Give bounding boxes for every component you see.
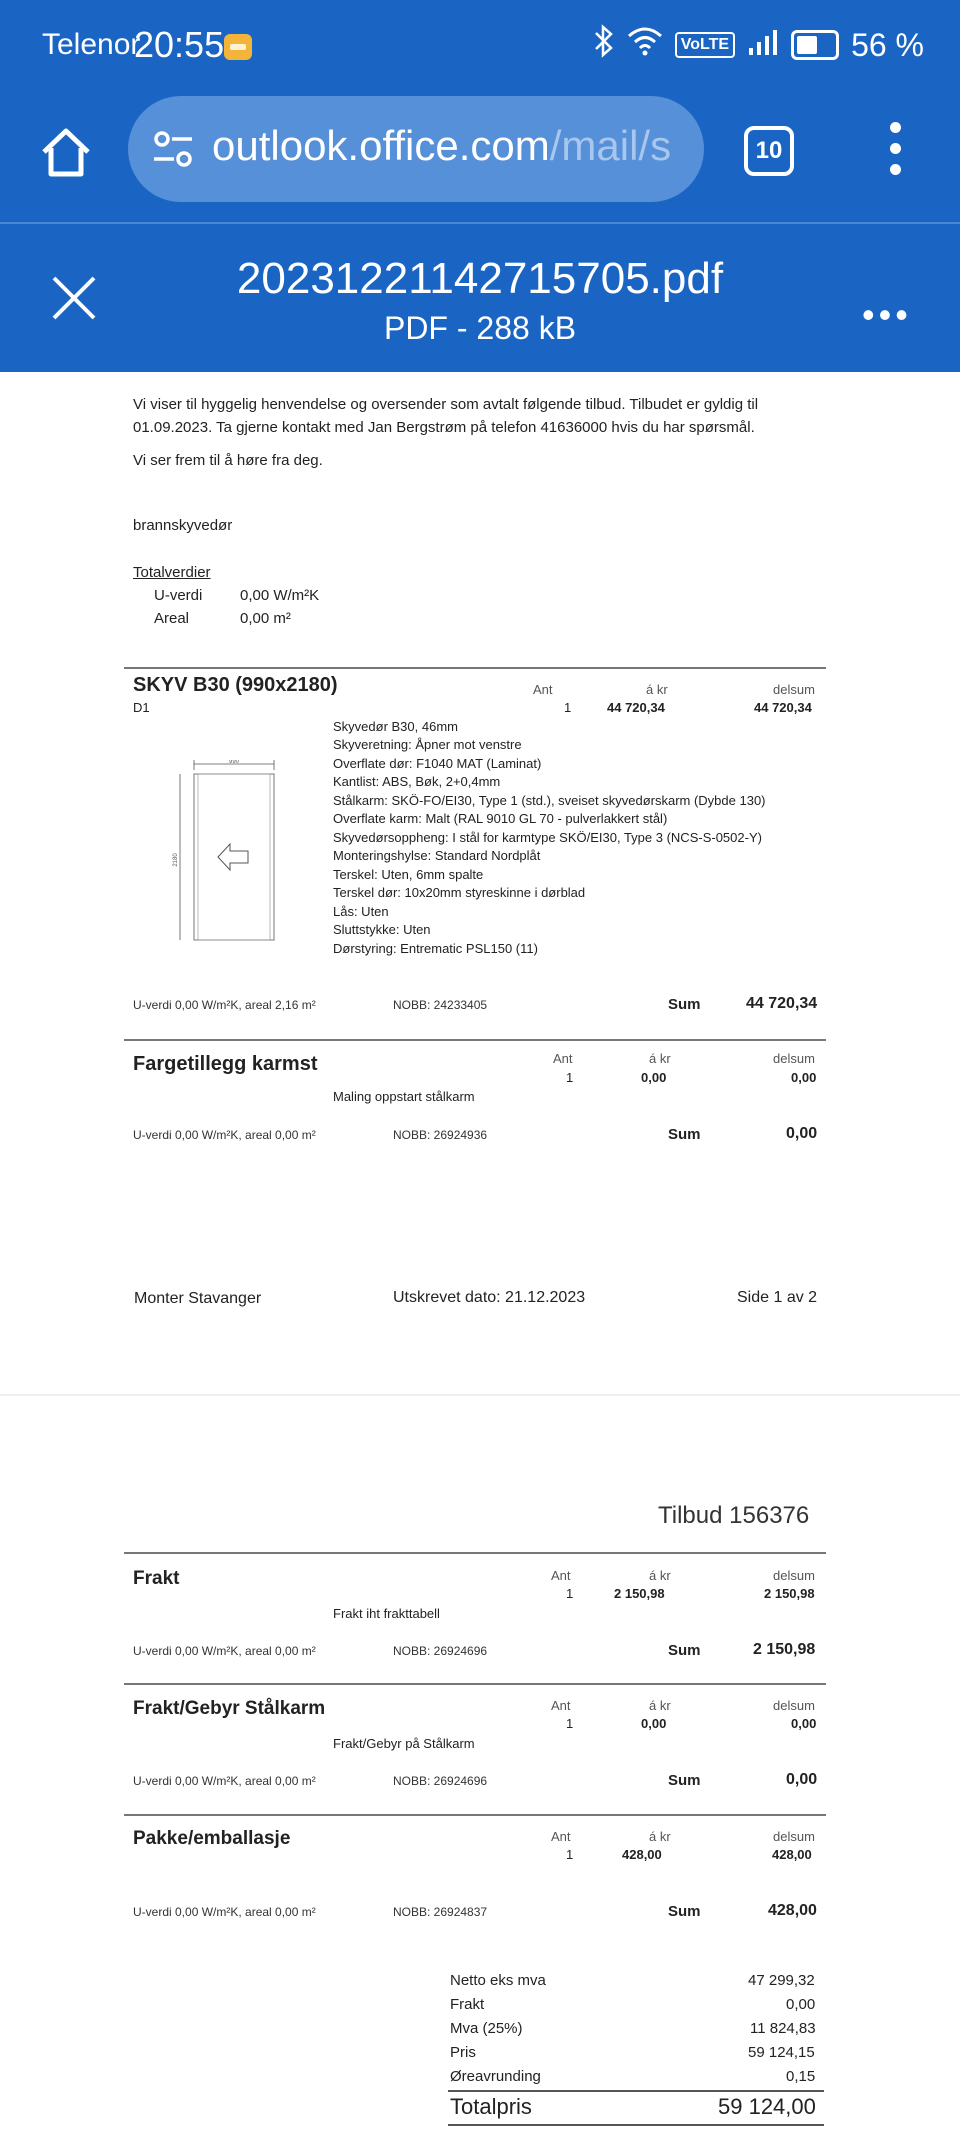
- item-uverdi: U-verdi 0,00 W/m²K, areal 0,00 m²: [133, 1905, 316, 1919]
- col-delsum: delsum: [773, 682, 815, 697]
- item-nobb: NOBB: 26924696: [393, 1644, 488, 1658]
- item-sum: 2 150,98: [753, 1641, 816, 1658]
- item-price: 0,00: [641, 1070, 667, 1085]
- item-desc: Frakt/Gebyr på Stålkarm: [333, 1736, 475, 1751]
- drawing-height-label: 2180: [173, 853, 179, 867]
- divider: [124, 1683, 826, 1685]
- url-domain: outlook.office.com: [212, 122, 550, 169]
- intro-line-1: Vi viser til hyggelig henvendelse og oversender som avtalt følgende tilbud. Tilbudet er gyldig til: [133, 396, 759, 413]
- summary-value: 0,00: [786, 1996, 816, 2013]
- url-text[interactable]: [212, 122, 671, 170]
- browser-toolbar: [0, 92, 960, 224]
- page-separator: [0, 1394, 960, 1396]
- item-ant: 1: [566, 1716, 574, 1731]
- item-ant: 1: [566, 1847, 574, 1862]
- sum-label: Sum: [668, 1903, 701, 1920]
- status-icons: [593, 24, 924, 66]
- url-path: /mail/s: [549, 122, 672, 169]
- file-info: PDF - 288 kB: [383, 310, 577, 346]
- summary-label: Frakt: [450, 1996, 485, 2013]
- attachment-header: [0, 224, 960, 372]
- spec-line: Monteringshylse: Standard Nordplåt: [333, 848, 541, 863]
- item-sum: 428,00: [768, 1902, 817, 1919]
- col-ant: Ant: [551, 1568, 571, 1583]
- col-delsum: delsum: [773, 1568, 815, 1583]
- summary-label: Mva (25%): [450, 2020, 523, 2037]
- col-akr: á kr: [649, 1568, 671, 1583]
- summary-value: 11 824,83: [750, 2020, 816, 2037]
- bluetooth-icon: [593, 24, 615, 66]
- footer-printed-date: Utskrevet dato: 21.12.2023: [393, 1289, 586, 1306]
- spec-line: Sluttstykke: Uten: [333, 922, 431, 937]
- spec-line: Terskel dør: 10x20mm styreskinne i dørblad: [333, 885, 586, 900]
- divider: [124, 1814, 826, 1816]
- item-title: Frakt/Gebyr Stålkarm: [133, 1698, 326, 1719]
- totals-heading: Totalverdier: [133, 564, 211, 581]
- intro-line-3: Vi ser frem til å høre fra deg.: [133, 452, 323, 469]
- item-price: 44 720,34: [607, 700, 665, 715]
- col-akr: á kr: [649, 1051, 671, 1066]
- item-uverdi: U-verdi 0,00 W/m²K, areal 0,00 m²: [133, 1644, 316, 1658]
- item-title: SKYV B30 (990x2180): [133, 674, 338, 696]
- summary-label: Pris: [450, 2044, 476, 2061]
- item-title: Pakke/emballasje: [133, 1828, 291, 1849]
- col-ant: Ant: [551, 1829, 571, 1844]
- spec-line: Lås: Uten: [333, 904, 389, 919]
- spec-line: Stålkarm: SKÖ-FO/EI30, Type 1 (std.), sveiset skyvedørskarm (Dybde 130): [333, 793, 766, 808]
- wifi-icon: [627, 26, 663, 64]
- item-title: Frakt: [133, 1568, 180, 1589]
- item-ant: 1: [566, 1070, 574, 1085]
- clock: 20:55: [134, 24, 225, 65]
- totals-value-areal: 0,00 m²: [240, 610, 291, 627]
- spec-line: Overflate karm: Malt (RAL 9010 GL 70 - pulverlakkert stål): [333, 811, 668, 826]
- item-delsum: 0,00: [791, 1716, 817, 1731]
- item-price: 0,00: [641, 1716, 667, 1731]
- item-delsum: 44 720,34: [754, 700, 812, 715]
- totals-label-areal: Areal: [154, 610, 190, 627]
- category-label: brannskyvedør: [133, 517, 233, 534]
- divider: [124, 1039, 826, 1041]
- total-underline: [448, 2124, 824, 2126]
- col-delsum: delsum: [773, 1698, 815, 1713]
- total-value: 59 124,00: [718, 2094, 816, 2119]
- address-bar[interactable]: [128, 96, 704, 202]
- sum-label: Sum: [668, 996, 701, 1013]
- item-delsum: 2 150,98: [764, 1586, 815, 1601]
- spec-line: Dørstyring: Entrematic PSL150 (11): [333, 941, 538, 956]
- item-delsum: 428,00: [772, 1847, 812, 1862]
- spec-line: Overflate dør: F1040 MAT (Laminat): [333, 756, 542, 771]
- offer-number: Tilbud 156376: [658, 1502, 810, 1529]
- door-drawing: [172, 760, 288, 946]
- summary-value: 59 124,15: [748, 2044, 815, 2061]
- home-icon[interactable]: [36, 122, 96, 182]
- sum-label: Sum: [668, 1126, 701, 1143]
- summary-label: Netto eks mva: [450, 1972, 546, 1989]
- sum-label: Sum: [668, 1772, 701, 1789]
- item-price: 428,00: [622, 1847, 662, 1862]
- item-sum: 0,00: [786, 1125, 818, 1142]
- item-sum: 44 720,34: [746, 995, 818, 1012]
- notification-app-icon: [224, 34, 252, 60]
- col-ant: Ant: [551, 1698, 571, 1713]
- carrier-name: Telenor: [42, 28, 141, 61]
- item-desc: Maling oppstart stålkarm: [333, 1089, 475, 1104]
- intro-line-2: 01.09.2023. Ta gjerne kontakt med Jan Bergstrøm på telefon 41636000 hvis du har spørsmål.: [133, 419, 755, 436]
- spec-line: Skyvedør B30, 46mm: [333, 719, 458, 734]
- summary-value: 0,15: [786, 2068, 816, 2085]
- spec-line: Terskel: Uten, 6mm spalte: [333, 867, 484, 882]
- col-akr: á kr: [649, 1829, 671, 1844]
- item-uverdi: U-verdi 0,00 W/m²K, areal 0,00 m²: [133, 1128, 316, 1142]
- item-nobb: NOBB: 26924837: [393, 1905, 488, 1919]
- item-nobb: NOBB: 24233405: [393, 998, 488, 1012]
- footer-page-number: Side 1 av 2: [737, 1289, 818, 1306]
- col-delsum: delsum: [773, 1829, 815, 1844]
- tab-switcher-button[interactable]: 10: [744, 126, 794, 176]
- more-options-icon[interactable]: •••: [862, 294, 912, 335]
- item-nobb: NOBB: 26924936: [393, 1128, 488, 1142]
- item-title: Fargetillegg karmst: [133, 1053, 318, 1075]
- spec-line: Skyveretning: Åpner mot venstre: [333, 737, 522, 752]
- spec-line: Skyvedørsoppheng: I stål for karmtype SKÖ/EI30, Type 3 (NCS-S-0502-Y): [333, 830, 762, 845]
- pdf-document: [0, 372, 960, 2133]
- status-bar: [0, 0, 960, 92]
- col-delsum: delsum: [773, 1051, 815, 1066]
- item-nobb: NOBB: 26924696: [393, 1774, 488, 1788]
- col-ant: Ant: [533, 682, 553, 697]
- item-desc: Frakt iht frakttabell: [333, 1606, 440, 1621]
- item-code: D1: [133, 700, 150, 715]
- col-ant: Ant: [553, 1051, 573, 1066]
- signal-icon: [747, 27, 779, 64]
- sum-label: Sum: [668, 1642, 701, 1659]
- col-akr: á kr: [649, 1698, 671, 1713]
- col-akr: á kr: [646, 682, 668, 697]
- item-delsum: 0,00: [791, 1070, 817, 1085]
- spec-line: Kantlist: ABS, Bøk, 2+0,4mm: [333, 774, 501, 789]
- total-label: Totalpris: [450, 2094, 532, 2119]
- item-ant: 1: [566, 1586, 574, 1601]
- site-settings-icon[interactable]: [150, 126, 196, 172]
- battery-icon: [791, 30, 839, 60]
- item-ant: 1: [564, 700, 572, 715]
- totals-value-uverdi: 0,00 W/m²K: [240, 587, 320, 604]
- divider: [124, 667, 826, 669]
- browser-menu-icon[interactable]: [888, 122, 902, 182]
- summary-value: 47 299,32: [748, 1972, 815, 1989]
- summary-label: Øreavrunding: [450, 2068, 541, 2085]
- file-name: 20231221142715705.pdf: [236, 254, 724, 303]
- item-sum: 0,00: [786, 1771, 818, 1788]
- item-uverdi: U-verdi 0,00 W/m²K, areal 2,16 m²: [133, 998, 316, 1012]
- footer-company: Monter Stavanger: [134, 1290, 262, 1307]
- drawing-width-label: 990: [228, 760, 240, 765]
- divider: [124, 1552, 826, 1554]
- item-uverdi: U-verdi 0,00 W/m²K, areal 0,00 m²: [133, 1774, 316, 1788]
- volte-badge: VoLTE: [675, 32, 735, 58]
- total-divider: [448, 2090, 824, 2092]
- battery-percent: 56 %: [851, 26, 924, 63]
- item-price: 2 150,98: [614, 1586, 665, 1601]
- totals-label-uverdi: U-verdi: [154, 587, 203, 604]
